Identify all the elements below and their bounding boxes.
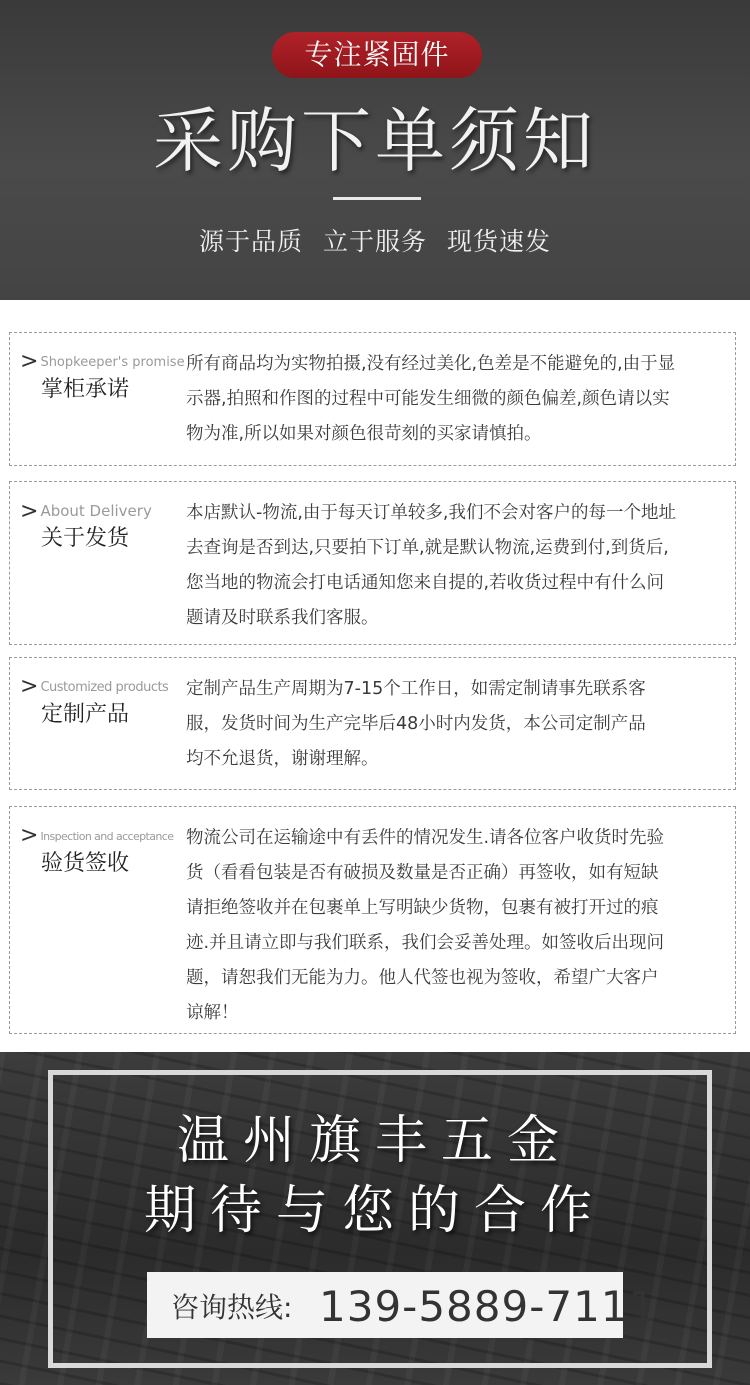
section-body: 本店默认-物流,由于每天订单较多,我们不会对客户的每一个地址 去查询是否到达,只要拍下订单,就是默认物流,运费到付,到货后, 您当地的物流会打电话通知您来自提的,若收货过程中有什么问 题请及时联系我们客服。 — [186, 503, 676, 628]
section-en-heading: > Customized products — [20, 674, 169, 699]
footer-banner — [0, 1052, 750, 1385]
section-body: 物流公司在运输途中有丢件的情况发生.请各位客户收货时先验 货（看看包装是否有破损及数量是否正确）再签收，如有短缺 请拒绝签收并在包裹单上写明缺少货物，包裹有被打开过的痕 迹.并且请立即与我们联系，我们会妥善处理。如签收后出现问 题，请恕我们无能为力。他人代签也视为签收，希望广大客户 谅解！ — [186, 828, 665, 1023]
section-customized-products — [9, 657, 736, 790]
page-title: 采购下单须知 — [153, 100, 597, 182]
section-cn-heading: 掌柜承诺 — [41, 377, 130, 402]
chevron-right-icon: > — [20, 823, 39, 848]
slogan-service: 立于服务 — [322, 227, 427, 256]
section-en-heading: > Inspection and acceptance — [20, 823, 174, 848]
section-body: 所有商品均为实物拍摄,没有经过美化,色差是不能避免的,由于显 示器,拍照和作图的过程中可能发生细微的颜色偏差,颜色请以实 物为准,所以如果对颜色很苛刻的买家请慎拍。 — [186, 354, 676, 444]
title-divider — [333, 197, 421, 200]
section-inspection-acceptance — [9, 806, 736, 1034]
section-shopkeeper-promise — [9, 332, 736, 466]
slogan-stock: 现货速发 — [447, 227, 552, 256]
chevron-right-icon: > — [20, 499, 39, 524]
chevron-right-icon: > — [20, 349, 39, 374]
hotline-label: 咨询热线: — [171, 1291, 293, 1324]
slogan-row — [0, 222, 750, 262]
section-en-heading: > About Delivery — [20, 499, 152, 524]
section-body: 定制产品生产周期为7-15个工作日，如需定制请事先联系客 服，发货时间为生产完毕后48小时内发货，本公司定制产品 均不允退货，谢谢理解。 — [186, 679, 646, 769]
section-en-heading: > Shopkeeper's promise — [20, 349, 185, 374]
hotline-box — [147, 1272, 657, 1338]
header-banner — [0, 0, 750, 300]
chevron-right-icon: > — [20, 674, 39, 699]
hotline-number[interactable]: 139-5889-7111 — [319, 1282, 657, 1331]
badge-focus-fasteners: 专注紧固件 — [272, 32, 482, 78]
section-cn-heading: 关于发货 — [41, 526, 130, 551]
section-cn-heading: 验货签收 — [41, 851, 130, 876]
section-about-delivery — [9, 481, 736, 645]
cooperation-slogan: 期待与您的合作 — [143, 1181, 606, 1241]
company-name: 温州旗丰五金 — [176, 1111, 573, 1171]
slogan-quality: 源于品质 — [198, 227, 303, 256]
section-cn-heading: 定制产品 — [41, 702, 130, 727]
